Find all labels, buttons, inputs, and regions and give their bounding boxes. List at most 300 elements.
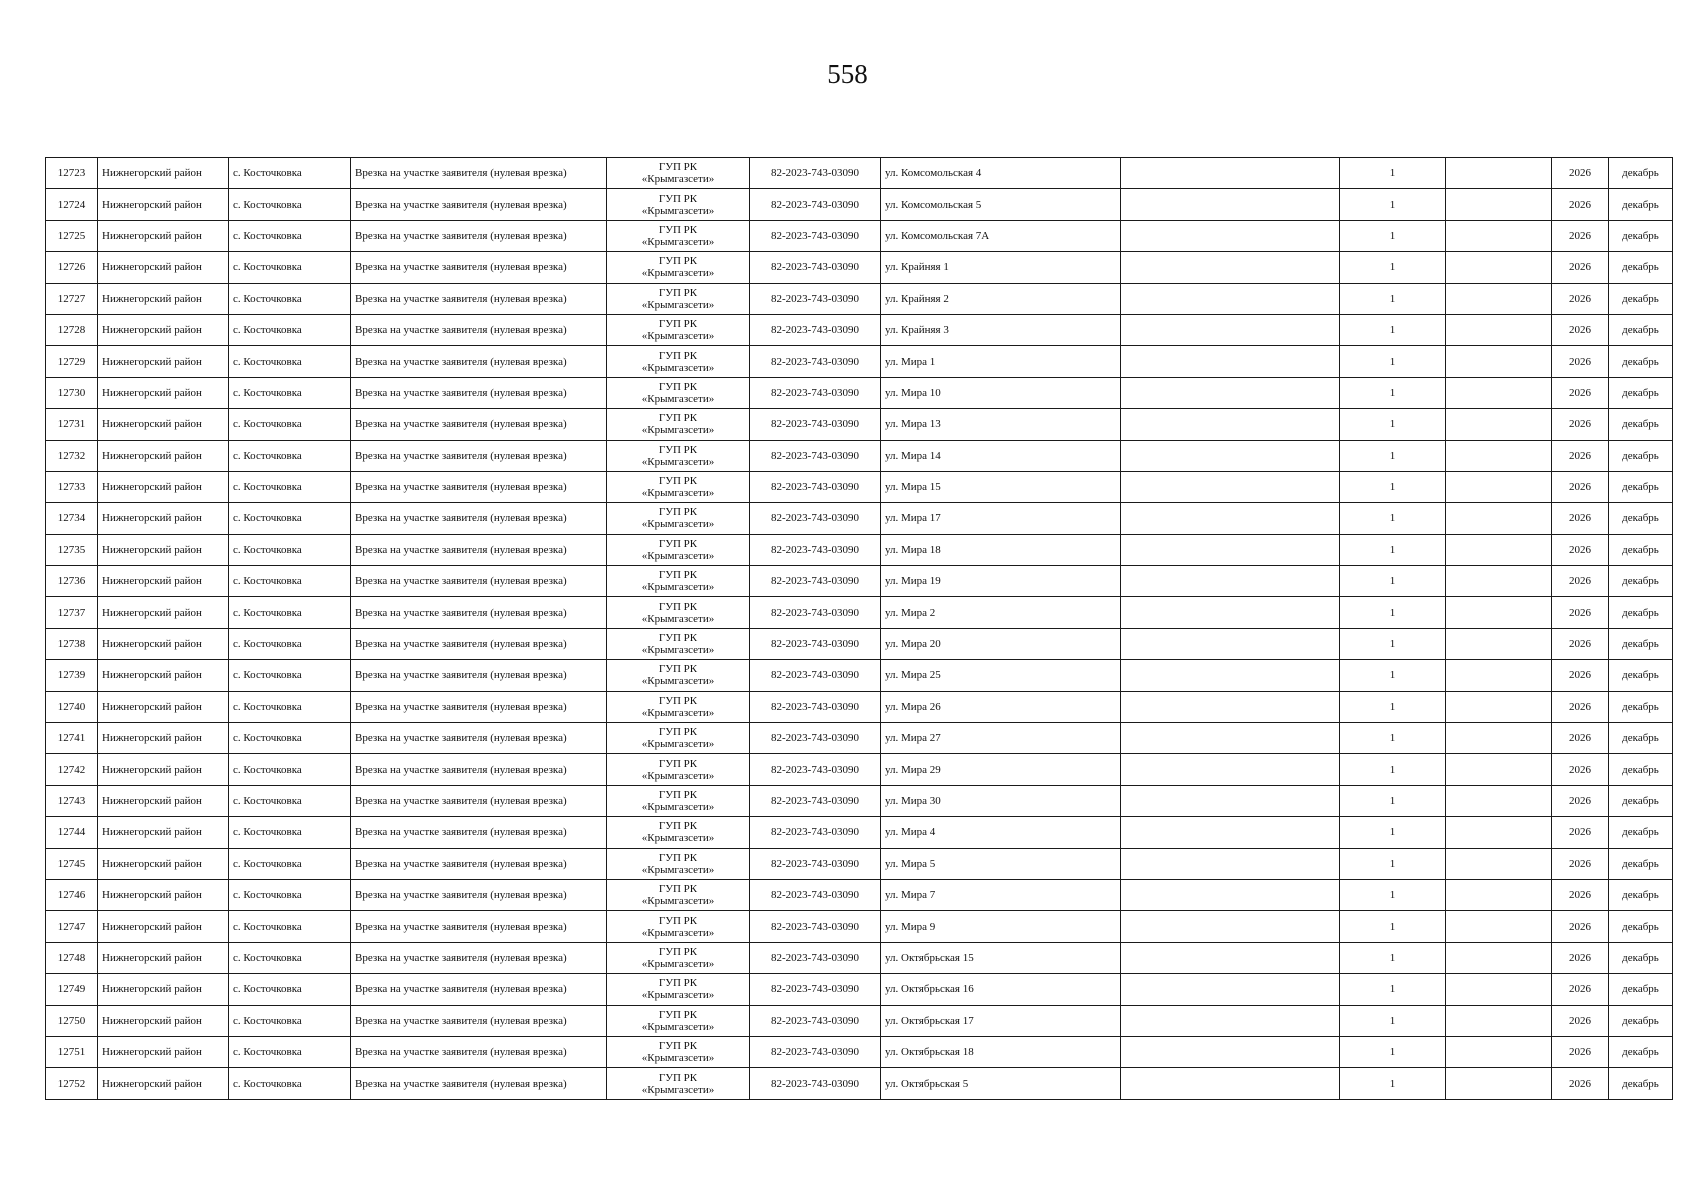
year-cell: 2026 [1552,974,1609,1005]
month-cell: декабрь [1609,566,1673,597]
project-code-cell: 82-2023-743-03090 [750,848,881,879]
quantity-cell: 1 [1340,879,1446,910]
settlement-cell: с. Косточковка [229,1036,351,1067]
organization-cell [607,1068,750,1099]
month-cell: декабрь [1609,158,1673,189]
table-row [46,848,1673,879]
work-type-cell: Врезка на участке заявителя (нулевая врезка) [351,1036,607,1067]
quantity-cell: 1 [1340,346,1446,377]
empty-cell [1446,158,1552,189]
settlement-cell: с. Косточковка [229,974,351,1005]
settlement-cell: с. Косточковка [229,628,351,659]
quantity-cell: 1 [1340,252,1446,283]
address-cell: ул. Октябрьская 18 [881,1036,1121,1067]
organization-line: «Крымгазсети» [641,769,715,782]
month-cell: декабрь [1609,848,1673,879]
row-number-cell: 12723 [46,158,98,189]
organization-line: «Крымгазсети» [641,863,715,876]
month-cell: декабрь [1609,314,1673,345]
organization-line: ГУП РК [658,1008,698,1021]
organization-line: «Крымгазсети» [641,455,715,468]
month-cell: декабрь [1609,377,1673,408]
quantity-cell: 1 [1340,660,1446,691]
month-cell: декабрь [1609,942,1673,973]
empty-cell [1446,440,1552,471]
settlement-cell: с. Косточковка [229,691,351,722]
project-code-cell: 82-2023-743-03090 [750,754,881,785]
empty-cell [1121,817,1340,848]
district-cell: Нижнегорский район [98,566,229,597]
district-cell: Нижнегорский район [98,879,229,910]
organization-line: «Крымгазсети» [641,832,715,845]
empty-cell [1121,785,1340,816]
year-cell: 2026 [1552,848,1609,879]
project-code-cell: 82-2023-743-03090 [750,377,881,408]
organization-cell [607,785,750,816]
table-row [46,534,1673,565]
quantity-cell: 1 [1340,409,1446,440]
row-number-cell: 12749 [46,974,98,1005]
empty-cell [1121,377,1340,408]
empty-cell [1121,346,1340,377]
row-number-cell: 12740 [46,691,98,722]
organization-cell [607,503,750,534]
project-code-cell: 82-2023-743-03090 [750,785,881,816]
organization-line: ГУП РК [658,161,698,174]
row-number-cell: 12752 [46,1068,98,1099]
settlement-cell: с. Косточковка [229,785,351,816]
month-cell: декабрь [1609,346,1673,377]
organization-line: «Крымгазсети» [641,1052,715,1065]
district-cell: Нижнегорский район [98,785,229,816]
organization-line: ГУП РК [658,945,698,958]
work-type-cell: Врезка на участке заявителя (нулевая врезка) [351,911,607,942]
settlement-cell: с. Косточковка [229,817,351,848]
quantity-cell: 1 [1340,377,1446,408]
quantity-cell: 1 [1340,723,1446,754]
month-cell: декабрь [1609,471,1673,502]
organization-cell [607,1036,750,1067]
table-row [46,189,1673,220]
empty-cell [1446,220,1552,251]
organization-line: ГУП РК [658,1071,698,1084]
year-cell: 2026 [1552,252,1609,283]
settlement-cell: с. Косточковка [229,723,351,754]
table-row [46,158,1673,189]
district-cell: Нижнегорский район [98,409,229,440]
empty-cell [1446,660,1552,691]
address-cell: ул. Мира 26 [881,691,1121,722]
address-cell: ул. Мира 15 [881,471,1121,502]
table-row [46,785,1673,816]
organization-line: ГУП РК [658,600,698,613]
quantity-cell: 1 [1340,817,1446,848]
year-cell: 2026 [1552,628,1609,659]
month-cell: декабрь [1609,879,1673,910]
settlement-cell: с. Косточковка [229,1068,351,1099]
table-row [46,314,1673,345]
organization-cell [607,911,750,942]
row-number-cell: 12738 [46,628,98,659]
settlement-cell: с. Косточковка [229,314,351,345]
table-row [46,252,1673,283]
work-type-cell: Врезка на участке заявителя (нулевая врезка) [351,1068,607,1099]
empty-cell [1121,1005,1340,1036]
district-cell: Нижнегорский район [98,314,229,345]
year-cell: 2026 [1552,942,1609,973]
work-type-cell: Врезка на участке заявителя (нулевая врезка) [351,691,607,722]
project-code-cell: 82-2023-743-03090 [750,974,881,1005]
table-row [46,628,1673,659]
organization-line: «Крымгазсети» [641,675,715,688]
settlement-cell: с. Косточковка [229,879,351,910]
empty-cell [1446,691,1552,722]
table-row [46,220,1673,251]
organization-line: ГУП РК [658,286,698,299]
page-number: 558 [827,59,868,89]
year-cell: 2026 [1552,314,1609,345]
organization-line: ГУП РК [658,726,698,739]
empty-cell [1121,942,1340,973]
year-cell: 2026 [1552,754,1609,785]
quantity-cell: 1 [1340,220,1446,251]
settlement-cell: с. Косточковка [229,471,351,502]
organization-line: «Крымгазсети» [641,330,715,343]
district-cell: Нижнегорский район [98,911,229,942]
district-cell: Нижнегорский район [98,1005,229,1036]
work-type-cell: Врезка на участке заявителя (нулевая врезка) [351,754,607,785]
quantity-cell: 1 [1340,503,1446,534]
empty-cell [1121,660,1340,691]
work-type-cell: Врезка на участке заявителя (нулевая врезка) [351,409,607,440]
settlement-cell: с. Косточковка [229,942,351,973]
empty-cell [1446,346,1552,377]
work-type-cell: Врезка на участке заявителя (нулевая врезка) [351,346,607,377]
quantity-cell: 1 [1340,534,1446,565]
table-row [46,566,1673,597]
district-cell: Нижнегорский район [98,189,229,220]
empty-cell [1446,942,1552,973]
register-table-body [46,158,1673,1100]
address-cell: ул. Мира 27 [881,723,1121,754]
year-cell: 2026 [1552,911,1609,942]
quantity-cell: 1 [1340,440,1446,471]
organization-line: ГУП РК [658,255,698,268]
organization-line: ГУП РК [658,1040,698,1053]
work-type-cell: Врезка на участке заявителя (нулевая врезка) [351,942,607,973]
month-cell: декабрь [1609,1005,1673,1036]
organization-line: ГУП РК [658,914,698,927]
row-number-cell: 12731 [46,409,98,440]
empty-cell [1446,377,1552,408]
quantity-cell: 1 [1340,1068,1446,1099]
quantity-cell: 1 [1340,566,1446,597]
work-type-cell: Врезка на участке заявителя (нулевая врезка) [351,597,607,628]
organization-cell [607,189,750,220]
organization-line: «Крымгазсети» [641,267,715,280]
row-number-cell: 12732 [46,440,98,471]
month-cell: декабрь [1609,189,1673,220]
month-cell: декабрь [1609,220,1673,251]
empty-cell [1121,252,1340,283]
address-cell: ул. Комсомольская 7А [881,220,1121,251]
address-cell: ул. Мира 20 [881,628,1121,659]
organization-cell [607,974,750,1005]
organization-line: ГУП РК [658,694,698,707]
empty-cell [1121,534,1340,565]
month-cell: декабрь [1609,817,1673,848]
month-cell: декабрь [1609,503,1673,534]
organization-line: «Крымгазсети» [641,989,715,1002]
quantity-cell: 1 [1340,1005,1446,1036]
settlement-cell: с. Косточковка [229,911,351,942]
empty-cell [1446,723,1552,754]
organization-cell [607,377,750,408]
empty-cell [1446,189,1552,220]
table-row [46,283,1673,314]
organization-cell [607,346,750,377]
organization-cell [607,566,750,597]
project-code-cell: 82-2023-743-03090 [750,220,881,251]
project-code-cell: 82-2023-743-03090 [750,471,881,502]
work-type-cell: Врезка на участке заявителя (нулевая врезка) [351,628,607,659]
empty-cell [1446,1005,1552,1036]
address-cell: ул. Крайняя 3 [881,314,1121,345]
row-number-cell: 12739 [46,660,98,691]
year-cell: 2026 [1552,597,1609,628]
address-cell: ул. Комсомольская 4 [881,158,1121,189]
empty-cell [1121,409,1340,440]
row-number-cell: 12727 [46,283,98,314]
organization-line: ГУП РК [658,569,698,582]
empty-cell [1121,314,1340,345]
table-row [46,471,1673,502]
row-number-cell: 12736 [46,566,98,597]
month-cell: декабрь [1609,911,1673,942]
organization-cell [607,723,750,754]
district-cell: Нижнегорский район [98,691,229,722]
work-type-cell: Врезка на участке заявителя (нулевая врезка) [351,660,607,691]
row-number-cell: 12735 [46,534,98,565]
settlement-cell: с. Косточковка [229,220,351,251]
table-row [46,377,1673,408]
project-code-cell: 82-2023-743-03090 [750,346,881,377]
address-cell: ул. Мира 30 [881,785,1121,816]
year-cell: 2026 [1552,1005,1609,1036]
work-type-cell: Врезка на участке заявителя (нулевая врезка) [351,471,607,502]
settlement-cell: с. Косточковка [229,1005,351,1036]
district-cell: Нижнегорский район [98,754,229,785]
month-cell: декабрь [1609,785,1673,816]
organization-line: ГУП РК [658,380,698,393]
address-cell: ул. Мира 18 [881,534,1121,565]
quantity-cell: 1 [1340,1036,1446,1067]
organization-cell [607,283,750,314]
work-type-cell: Врезка на участке заявителя (нулевая врезка) [351,252,607,283]
year-cell: 2026 [1552,346,1609,377]
organization-cell [607,1005,750,1036]
organization-line: «Крымгазсети» [641,424,715,437]
organization-line: «Крымгазсети» [641,706,715,719]
empty-cell [1446,879,1552,910]
organization-line: «Крымгазсети» [641,801,715,813]
work-type-cell: Врезка на участке заявителя (нулевая врезка) [351,440,607,471]
address-cell: ул. Мира 9 [881,911,1121,942]
project-code-cell: 82-2023-743-03090 [750,723,881,754]
district-cell: Нижнегорский район [98,252,229,283]
project-code-cell: 82-2023-743-03090 [750,691,881,722]
project-code-cell: 82-2023-743-03090 [750,817,881,848]
organization-line: «Крымгазсети» [641,361,715,374]
address-cell: ул. Мира 7 [881,879,1121,910]
organization-line: «Крымгазсети» [641,487,715,500]
month-cell: декабрь [1609,691,1673,722]
address-cell: ул. Мира 1 [881,346,1121,377]
district-cell: Нижнегорский район [98,817,229,848]
work-type-cell: Врезка на участке заявителя (нулевая врезка) [351,534,607,565]
row-number-cell: 12734 [46,503,98,534]
district-cell: Нижнегорский район [98,534,229,565]
month-cell: декабрь [1609,1068,1673,1099]
organization-line: «Крымгазсети» [641,235,715,248]
organization-cell [607,471,750,502]
quantity-cell: 1 [1340,754,1446,785]
settlement-cell: с. Косточковка [229,346,351,377]
row-number-cell: 12747 [46,911,98,942]
district-cell: Нижнегорский район [98,503,229,534]
empty-cell [1121,1068,1340,1099]
month-cell: декабрь [1609,754,1673,785]
year-cell: 2026 [1552,220,1609,251]
month-cell: декабрь [1609,440,1673,471]
organization-cell [607,597,750,628]
row-number-cell: 12746 [46,879,98,910]
organization-cell [607,158,750,189]
address-cell: ул. Мира 14 [881,440,1121,471]
project-code-cell: 82-2023-743-03090 [750,283,881,314]
project-code-cell: 82-2023-743-03090 [750,1068,881,1099]
month-cell: декабрь [1609,252,1673,283]
year-cell: 2026 [1552,660,1609,691]
district-cell: Нижнегорский район [98,471,229,502]
organization-line: ГУП РК [658,851,698,864]
district-cell: Нижнегорский район [98,220,229,251]
work-type-cell: Врезка на участке заявителя (нулевая врезка) [351,314,607,345]
address-cell: ул. Крайняя 2 [881,283,1121,314]
address-cell: ул. Мира 13 [881,409,1121,440]
district-cell: Нижнегорский район [98,440,229,471]
settlement-cell: с. Косточковка [229,566,351,597]
organization-cell [607,409,750,440]
row-number-cell: 12748 [46,942,98,973]
project-code-cell: 82-2023-743-03090 [750,942,881,973]
work-type-cell: Врезка на участке заявителя (нулевая врезка) [351,158,607,189]
row-number-cell: 12741 [46,723,98,754]
year-cell: 2026 [1552,1068,1609,1099]
project-code-cell: 82-2023-743-03090 [750,158,881,189]
district-cell: Нижнегорский район [98,377,229,408]
organization-line: ГУП РК [658,192,698,205]
organization-cell [607,691,750,722]
row-number-cell: 12737 [46,597,98,628]
empty-cell [1121,848,1340,879]
settlement-cell: с. Косточковка [229,848,351,879]
year-cell: 2026 [1552,409,1609,440]
row-number-cell: 12733 [46,471,98,502]
settlement-cell: с. Косточковка [229,534,351,565]
organization-line: ГУП РК [658,443,698,456]
empty-cell [1121,566,1340,597]
table-row [46,660,1673,691]
quantity-cell: 1 [1340,691,1446,722]
year-cell: 2026 [1552,189,1609,220]
address-cell: ул. Комсомольская 5 [881,189,1121,220]
empty-cell [1446,817,1552,848]
empty-cell [1121,911,1340,942]
work-type-cell: Врезка на участке заявителя (нулевая врезка) [351,817,607,848]
table-row [46,503,1673,534]
district-cell: Нижнегорский район [98,597,229,628]
row-number-cell: 12729 [46,346,98,377]
project-code-cell: 82-2023-743-03090 [750,314,881,345]
year-cell: 2026 [1552,879,1609,910]
project-code-cell: 82-2023-743-03090 [750,252,881,283]
organization-line: ГУП РК [658,412,698,425]
organization-line: ГУП РК [658,537,698,550]
district-cell: Нижнегорский район [98,1036,229,1067]
settlement-cell: с. Косточковка [229,597,351,628]
organization-line: ГУП РК [658,789,698,801]
quantity-cell: 1 [1340,283,1446,314]
month-cell: декабрь [1609,409,1673,440]
organization-line: ГУП РК [658,883,698,896]
empty-cell [1121,1036,1340,1067]
work-type-cell: Врезка на участке заявителя (нулевая врезка) [351,848,607,879]
organization-cell [607,314,750,345]
organization-line: «Крымгазсети» [641,926,715,939]
project-code-cell: 82-2023-743-03090 [750,911,881,942]
table-row [46,942,1673,973]
month-cell: декабрь [1609,597,1673,628]
organization-line: ГУП РК [658,318,698,331]
work-type-cell: Врезка на участке заявителя (нулевая врезка) [351,566,607,597]
organization-line: «Крымгазсети» [641,549,715,562]
year-cell: 2026 [1552,158,1609,189]
district-cell: Нижнегорский район [98,974,229,1005]
year-cell: 2026 [1552,566,1609,597]
address-cell: ул. Мира 17 [881,503,1121,534]
empty-cell [1446,534,1552,565]
address-cell: ул. Мира 2 [881,597,1121,628]
organization-cell [607,252,750,283]
empty-cell [1121,440,1340,471]
settlement-cell: с. Косточковка [229,252,351,283]
quantity-cell: 1 [1340,974,1446,1005]
settlement-cell: с. Косточковка [229,377,351,408]
empty-cell [1446,974,1552,1005]
quantity-cell: 1 [1340,628,1446,659]
settlement-cell: с. Косточковка [229,440,351,471]
empty-cell [1446,785,1552,816]
settlement-cell: с. Косточковка [229,158,351,189]
year-cell: 2026 [1552,440,1609,471]
organization-line: «Крымгазсети» [641,612,715,625]
organization-line: ГУП РК [658,632,698,645]
organization-cell [607,848,750,879]
project-code-cell: 82-2023-743-03090 [750,440,881,471]
empty-cell [1446,471,1552,502]
empty-cell [1446,754,1552,785]
